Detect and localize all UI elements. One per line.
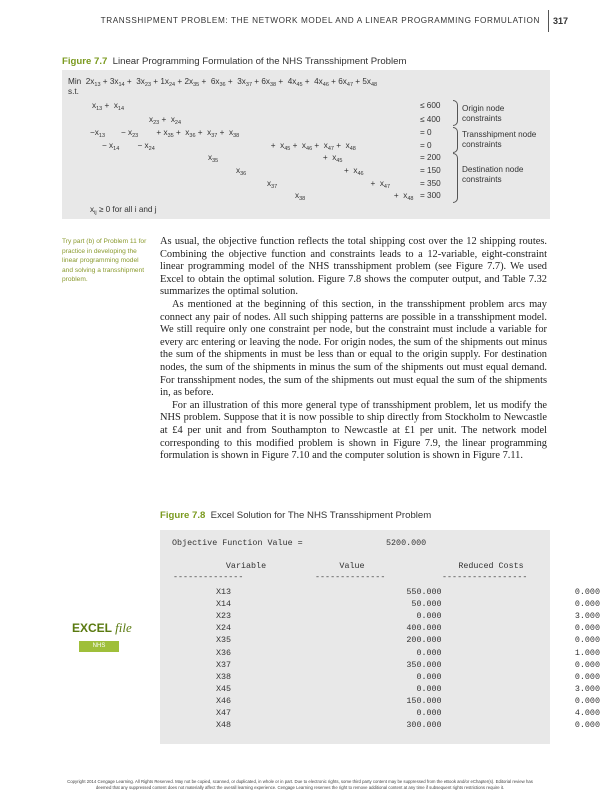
dash-rule-value: -------------- — [315, 572, 386, 582]
objective-function: Min $2x_{13} + 3x_{14} + 3x_{23} + 1x_{24} + 2x_{35} + 6x_{36} + 3x_{37} + 6x_{38} + 4x_{45} + 4x_{46} + 6x_{47} + 5x_{48}$ — [68, 77, 378, 88]
cell-variable: X14 — [216, 599, 232, 610]
cell-variable: X48 — [216, 720, 232, 731]
running-header: TRANSSHIPMENT PROBLEM: THE NETWORK MODEL AND A LINEAR PROGRAMMING FORMULATION — [100, 16, 540, 25]
constraint-dest-6: $x_{36}$ + $x_{46}$ — [236, 166, 364, 177]
constraint-dest-7: $x_{37}$ + $x_{47}$ — [267, 179, 391, 190]
cell-variable: X47 — [216, 707, 232, 718]
table-row — [216, 719, 600, 731]
lp-formulation-box — [62, 70, 550, 219]
cell-value: 550.000 — [406, 587, 442, 598]
rhs-6: = 150 — [420, 166, 441, 175]
table-row — [216, 598, 600, 610]
rhs-7: = 350 — [420, 179, 441, 188]
cell-value: 0.000 — [416, 611, 442, 622]
cell-variable: X35 — [216, 635, 232, 646]
table-row — [216, 634, 600, 646]
transship-group-label: Transshipment node constraints — [462, 130, 537, 149]
table-row — [216, 622, 600, 634]
cell-reduced-cost: 0.000 — [574, 623, 600, 634]
column-header-variable: Variable — [225, 561, 267, 571]
excel-file-label: EXCEL file — [72, 620, 132, 635]
nhs-file-tag: NHS — [79, 641, 119, 652]
cell-reduced-cost: 1.000 — [574, 647, 600, 658]
cell-variable: X24 — [216, 623, 232, 634]
cell-reduced-cost: 0.000 — [574, 695, 600, 706]
copyright-footer: Copyright 2014 Cengage Learning. All Rights Reserved. May not be copied, scanned, or duplicated, in whole or in part. Due to electronic rights, some third party content may be suppressed from the eBook and/or eChapter(s). Editorial review has deemed that any suppressed content does not materially affect the overall learning experience. Cengage Learning reserves the right to remove additional content at any time if subsequent rights restrictions require it. — [67, 779, 533, 791]
table-row — [216, 646, 600, 658]
constraint-dest-5: $x_{35}$ + $x_{45}$ — [208, 153, 343, 164]
page-number: 317 — [553, 16, 569, 26]
cell-reduced-cost: 0.000 — [574, 671, 600, 682]
cell-reduced-cost: 0.000 — [574, 720, 600, 731]
cell-variable: X38 — [216, 671, 232, 682]
figure-label: Figure 7.7 — [62, 56, 108, 67]
cell-value: 0.000 — [416, 647, 442, 658]
table-row — [216, 659, 600, 671]
column-header-value: Value — [339, 561, 365, 571]
cell-value: 0.000 — [416, 671, 442, 682]
cell-reduced-cost: 0.000 — [574, 599, 600, 610]
cell-value: 200.000 — [406, 635, 442, 646]
cell-variable: X36 — [216, 647, 232, 658]
table-row — [216, 707, 600, 719]
header-divider — [548, 10, 549, 32]
column-header-reduced-costs: Reduced Costs — [458, 561, 524, 571]
paragraph: As mentioned at the beginning of this section, in the transshipment problem arcs may connect any pair of nodes. All such shipping patterns are possible in a transshipment model. We still require only one constraint per node, but the constraint must include a variable for every arc entering or leaving the node. For origin nodes, the sum of the shipments out minus the sum of the shipments in must be less than or equal to the origin supply. For destination nodes, the sum of the shipments in minus the sum of the shipments out must equal demand. For transshipment nodes, the sum of the shipments out must equal the sum of the shipments in, as before. — [160, 298, 547, 399]
cell-value: 300.000 — [406, 720, 442, 731]
cell-variable: X45 — [216, 683, 232, 694]
body-text — [160, 236, 547, 463]
objective-label: Objective Function Value = — [172, 538, 303, 548]
table-row — [216, 695, 600, 707]
figure-7-8-caption — [160, 510, 431, 521]
objective-value: 5200.000 — [386, 538, 427, 548]
nonnegativity: $x_{ij} \ge 0$ for all i and j — [90, 205, 157, 216]
figure-caption-text: Excel Solution for The NHS Transshipment Problem — [210, 510, 432, 521]
cell-value: 0.000 — [416, 707, 442, 718]
cell-value: 150.000 — [406, 695, 442, 706]
cell-variable: X23 — [216, 611, 232, 622]
figure-label: Figure 7.8 — [160, 510, 206, 521]
constraint-dest-8: $x_{38}$ + $x_{48}$ — [295, 191, 414, 202]
rhs-4: = 0 — [420, 141, 432, 150]
origin-group-label: Origin node constraints — [462, 104, 505, 123]
cell-reduced-cost: 3.000 — [574, 683, 600, 694]
paragraph: As usual, the objective function reflects the total shipping cost over the 12 shipping routes. Combining the objective function and constraints leads to a 12-variable, eight-constraint linear programming model of the NHS transshipment problem (see Figure 7.7). We used Excel to obtain the optimal solution. Figure 7.8 shows the computer output, and Table 7.32 summarizes the optimal solution. — [160, 236, 547, 298]
cell-reduced-cost: 4.000 — [574, 707, 600, 718]
destination-group-label: Destination node constraints — [462, 165, 524, 184]
figure-7-7-caption — [62, 56, 406, 67]
cell-reduced-cost: 0.000 — [574, 635, 600, 646]
cell-variable: X37 — [216, 659, 232, 670]
cell-reduced-cost: 0.000 — [574, 587, 600, 598]
rhs-1: ≤ 600 — [420, 101, 441, 110]
cell-reduced-cost: 3.000 — [574, 611, 600, 622]
st-label: s.t. — [68, 87, 79, 96]
cell-value: 350.000 — [406, 659, 442, 670]
margin-note: Try part (b) of Problem 11 for practice in developing the linear programming model and solving a transshipment problem. — [62, 238, 147, 284]
figure-caption-text: Linear Programming Formulation of the NHS Transshipment Problem — [112, 56, 407, 67]
cell-value: 0.000 — [416, 683, 442, 694]
rhs-8: = 300 — [420, 191, 441, 200]
constraint-origin-2: $x_{23} + x_{24}$ — [149, 115, 182, 126]
constraint-origin-1: $x_{13} + x_{14}$ — [92, 101, 125, 112]
cell-variable: X13 — [216, 587, 232, 598]
constraint-transship-3: $-x_{13}$ − $x_{23}$ + $x_{35} + x_{36} + x_{37} + x_{38}$ — [90, 128, 240, 139]
table-row — [216, 671, 600, 683]
destination-brace — [453, 153, 458, 203]
constraint-transship-4: − $x_{14}$ − $x_{24}$ + $x_{45} + x_{46} + x_{47} + x_{48}$ — [102, 141, 356, 152]
table-row — [216, 586, 600, 598]
solution-table — [216, 586, 600, 731]
table-row — [216, 610, 600, 622]
rhs-3: = 0 — [420, 128, 432, 137]
cell-variable: X46 — [216, 695, 232, 706]
cell-value: 50.000 — [411, 599, 442, 610]
paragraph: For an illustration of this more general type of transshipment problem, let us modify the NHS problem. Suppose that it is now possible to ship directly from Stockholm to Newcastle at £4 per unit and from Southampton to Newcastle at £1 per unit. The network model corresponding to this modified problem is shown in Figure 7.9, the linear programming formulation is shown in Figure 7.10 and the computer solution is shown in Figure 7.11. — [160, 399, 547, 462]
rhs-2: ≤ 400 — [420, 115, 441, 124]
transship-brace — [453, 127, 458, 153]
cell-reduced-cost: 0.000 — [574, 659, 600, 670]
rhs-5: = 200 — [420, 153, 441, 162]
dash-rule-variable: -------------- — [173, 572, 244, 582]
cell-value: 400.000 — [406, 623, 442, 634]
dash-rule-reduced: ----------------- — [442, 572, 528, 582]
table-row — [216, 683, 600, 695]
origin-brace — [453, 100, 458, 126]
